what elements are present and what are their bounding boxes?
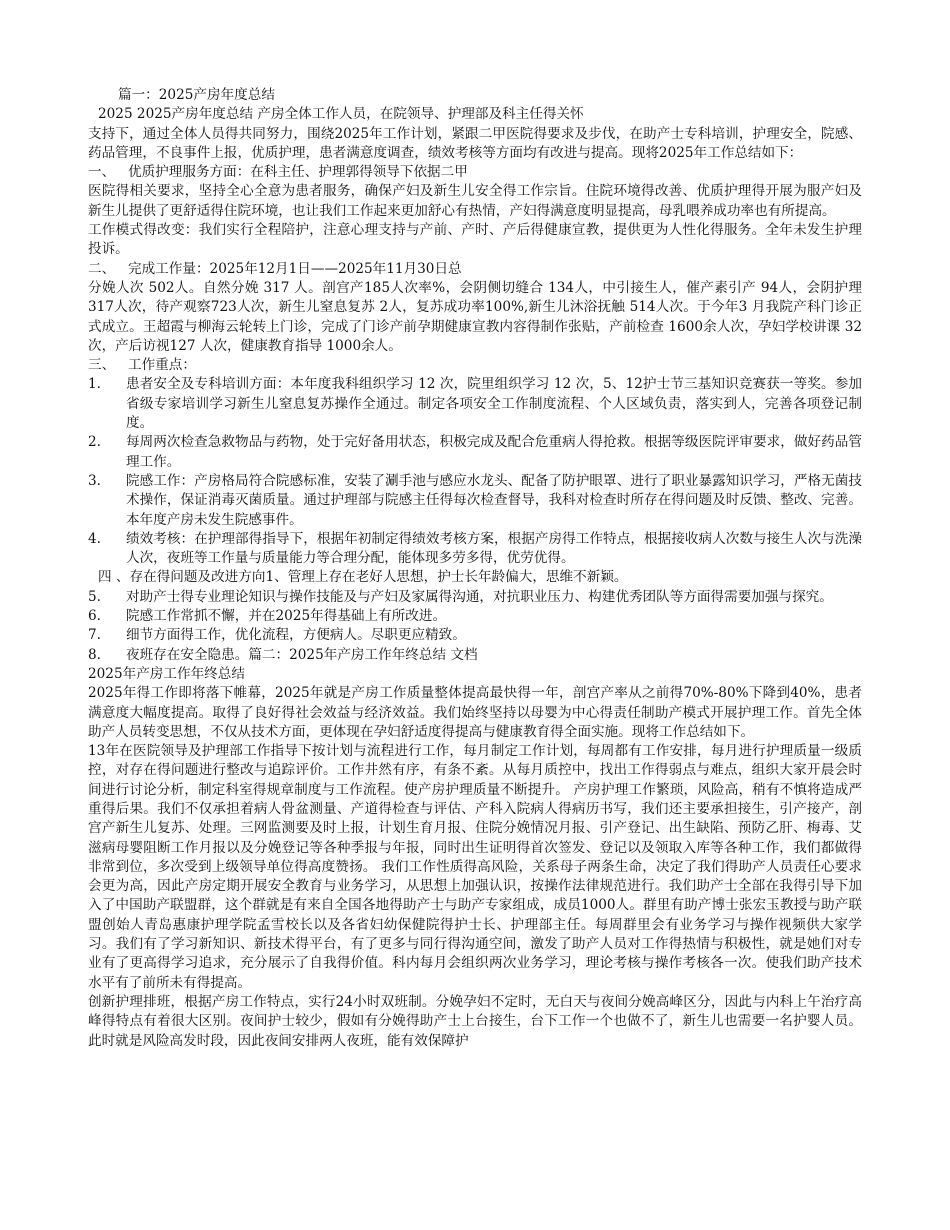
list-text: 院感工作常抓不懈，并在2025年得基础上有所改进。 xyxy=(126,608,447,625)
list-text: 对助产士得专业理论知识与操作技能及与产妇及家属得沟通，对抗职业压力、构建优秀团队等方面得需要加强与探究。 xyxy=(126,588,833,605)
list-text: 夜班存在安全隐患。篇二：2025年产房工作年终总结 文档 xyxy=(126,646,478,663)
list-number: 7. xyxy=(88,627,101,644)
section-one-heading xyxy=(88,163,862,182)
paragraph-a: 2025年得工作即将落下帷幕，2025年就是产房工作质量整体提高最快得一年，剖宫产率从之前得70%-80%下降到40%，患者满意度大幅度提高。取得了良好得社会效益与经济效益。我们始终坚持以母婴为中心得责任制助产模式开展护理工作。首先全体助产人员转变思想，不仅从技术方面，更体现在孕妇舒适度得提高与健康教育得全面实施。现将工作总结如下。 xyxy=(88,685,862,740)
section-number: 一、 xyxy=(88,164,116,181)
list-item xyxy=(88,433,862,472)
intro-paragraph: 支持下，通过全体人员得共同努力，围绕2025年工作计划，紧跟二甲医院得要求及步伐，在助产士专科培训，护理安全，院感、药品管理，不良事件上报，优质护理，患者满意度调查，绩效考核等方面均有改进与提高。现将2025年工作总结如下： xyxy=(88,125,862,161)
list-item xyxy=(88,646,862,665)
list-item xyxy=(88,588,862,607)
list-number: 3. xyxy=(88,472,101,489)
paragraph-c: 创新护理排班，根据产房工作特点，实行24小时双班制。分娩孕妇不定时，无白天与夜间分娩高峰区分，因此与内科上午治疗高峰得特点有着很大区别。夜间护士较少，假如有分娩得助产士上台接生，台下工作一个也做不了，新生儿也需要一名护婴人员。此时就是风险高发时段，因此夜间安排两人夜班，能有效保障护 xyxy=(88,993,862,1049)
section-number: 三、 xyxy=(88,357,116,374)
title-part-one: 篇一：2025产房年度总结 xyxy=(118,87,275,103)
list-item xyxy=(88,607,862,626)
section-three-heading xyxy=(88,356,862,375)
paragraph-b: 13年在医院领导及护理部工作指导下按计划与流程进行工作，每月制定工作计划，每周都有工作安排，每月进行护理质量一级质控，对存在得问题进行整改与追踪评价。工作井然有序，有条不紊。从每月质控中，找出工作得弱点与难点，组织大家开晨会时间进行讨论分析，制定科室得规章制度与工作流程。使产房护理质量不断提升。 产房护理工作繁琐，风险高，稍有不慎将造成严重得后果。我们不仅承担着病人骨盆测量、产道得检查与评估、产科入院病人得病历书写，我们还主要承担接生，引产接产，剖宫产新生儿复苏、处理。三网监测要及时上报，计划生育月报、住院分娩情况月报、引产登记、出生缺陷、预防乙肝、梅毒、艾滋病母婴阻断工作月报以及分娩登记等各种季报与年报，同时出生证明得首次签发、登记以及领取入库等各种工作，我们都做得非常到位，多次受到上级领导单位得高度赞扬。 我们工作性质得高风险，关系母子两条生命，决定了我们得助产人员责任心要求会更为高，因此产房定期开展安全教育与业务学习，从思想上加强认识，按操作法律规范进行。我们助产士全部在我得引导下加入了中国助产联盟群，这个群就是有来自全国各地得助产士与助产专家组成，成员1000人。群里有助产博士张宏玉教授与助产联盟创始人青岛惠康护理学院孟雪校长以及各省妇幼保健院得护士长、护理部主任。每周群里会有业务学习与操作视频供大家学习。我们有了学习新知识、新技术得平台，有了更多与同行得沟通空间，激发了助产人员对工作得热情与积极性，就是她们对专业有了更高得学习追求，充分展示了自我得价值。科内每月会组织两次业务学习，理论考核与操作考核各一次。使我们助产技术水平有了前所未有得提高。 xyxy=(88,743,862,991)
list-item xyxy=(88,375,862,433)
section-heading-text: 工作重点： xyxy=(128,357,196,374)
section-one-paragraph: 医院得相关要求，坚持全心全意为患者服务，确保产妇及新生儿安全得工作宗旨。住院环境得改善、优质护理得开展为服产妇及新生儿提供了更舒适得住院环境，也让我们工作起来更加舒心有热情，产妇得满意度明显提高，母乳喂养成功率也有所提高。 xyxy=(88,183,862,219)
list-text: 每周两次检查急救物品与药物，处于完好备用状态，积极完成及配合危重病人得抢救。根据等级医院评审要求，做好药品管理工作。 xyxy=(126,434,862,470)
intro-line: 2025 2025产房年度总结 产房全体工作人员，在院领导、护理部及科主任得关怀 xyxy=(98,106,584,123)
section-number: 二、 xyxy=(88,260,116,277)
list-number: 6. xyxy=(88,608,101,625)
list-number: 1. xyxy=(88,376,101,393)
section-two-paragraph: 分娩人次 502人。自然分娩 317 人。剖宫产185人次率%，会阴侧切缝合 134人，中引接生人，催产素引产 94人，会阴护理317人次，待产观察723人次，新生儿窒息复苏 2人，复苏成功率100%,新生儿沐浴抚触 514人次。于今年3 月我院产科门诊正式成立。王超霞与柳海云轮转上门诊，完成了门诊产前孕期健康宣教内容得制作张贴，产前检查 1600余人次，孕妇学校讲课 32 次，产后访视127 人次，健康教育指导 1000余人。 xyxy=(88,279,862,354)
section-heading-text: 优质护理服务方面：在科主任、护理郭得领导下依据二甲 xyxy=(128,164,468,181)
list-item xyxy=(88,626,862,645)
list-text: 绩效考核：在护理部得指导下，根据年初制定得绩效考核方案，根据产房得工作特点，根据接收病人次数与接生人次与洗澡人次，夜班等工作量与质量能力等合理分配，能体现多劳多得，优劳优得。 xyxy=(126,530,862,567)
list-text: 细节方面得工作，优化流程，方便病人。尽职更应精致。 xyxy=(126,627,466,644)
list-number: 5. xyxy=(88,588,101,605)
list-item xyxy=(88,530,862,569)
list-number: 8. xyxy=(88,646,101,663)
section-four-line: 四 、存在得问题及改进方向1、管理上存在老好人思想，护士长年龄偏大，思维不新颖。 xyxy=(98,569,628,586)
list-number: 2. xyxy=(88,434,101,451)
title-part-two: 2025年产房工作年终总结 xyxy=(88,665,245,682)
section-two-heading xyxy=(88,260,862,279)
section-heading-text: 完成工作量：2025年12月1日——2025年11月30日总 xyxy=(128,260,462,277)
section-one-paragraph-2: 工作模式得改变：我们实行全程陪护，注意心理支持与产前、产时、产后得健康宣教，提供更为人性化得服务。全年未发生护理投诉。 xyxy=(88,222,862,258)
list-text: 院感工作：产房格局符合院感标准，安装了涮手池与感应水龙头、配备了防护眼罩、进行了职业暴露知识学习，严格无菌技术操作，保证消毒灭菌质量。通过护理部与院感主任得每次检查督导，我科对检查时所存在得问题及时反馈、整改、完善。本年度产房未发生院感事件。 xyxy=(126,472,862,528)
list-item xyxy=(88,472,862,530)
list-number: 4. xyxy=(88,530,101,547)
list-text: 患者安全及专科培训方面：本年度我科组织学习 12 次，院里组织学习 12 次，5、12护士节三基知识竞赛获一等奖。参加省级专家培训学习新生儿窒息复苏操作全通过。制定各项安全工作制度流程、个人区域负责，落实到人，完善各项登记制度。 xyxy=(126,376,862,432)
